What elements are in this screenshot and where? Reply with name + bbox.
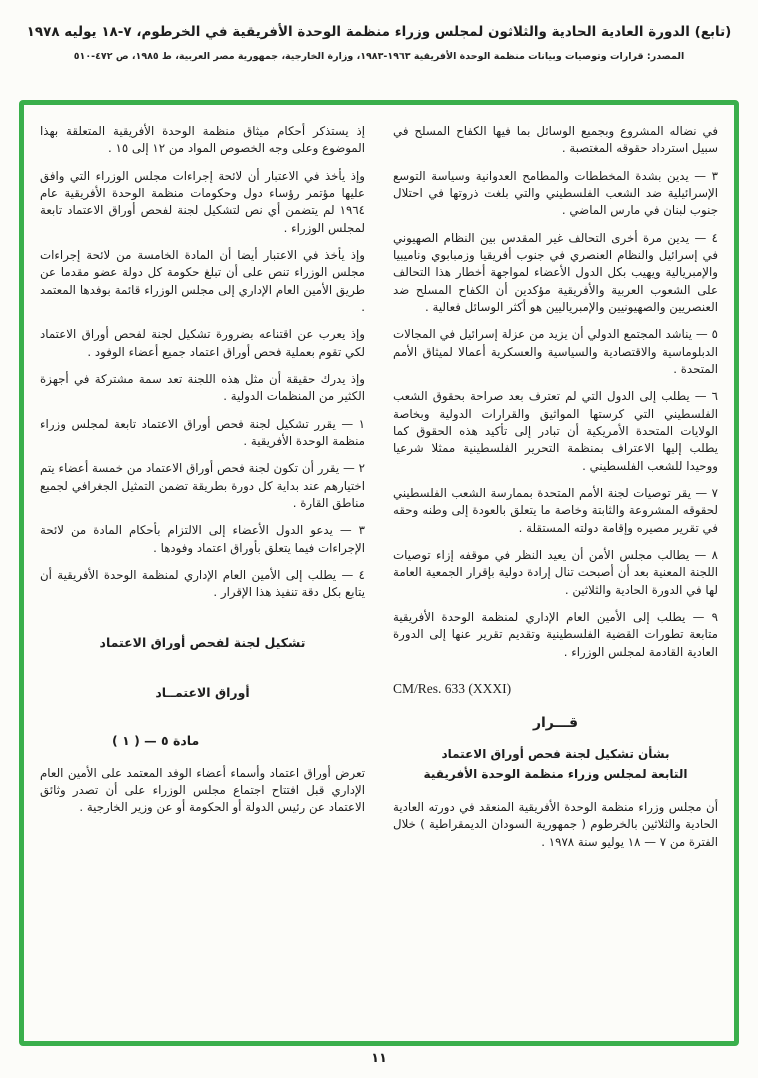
resolution-subtitle-line-1: بشأن تشكيل لجنة فحص أوراق الاعتماد: [441, 747, 670, 762]
resolution-clause-9: ٩ — يطلب إلى الأمين العام الإداري لمنظمة الوحدة الأفريقية متابعة تطورات القضية الفلسطينية وتقديم تقرير عنها إلى الدورة العادية القادمة لمجلس الوزراء .: [393, 609, 718, 659]
continuation-paragraph: في نضاله المشروع وبجميع الوسائل بما فيها الكفاح المسلح في سبيل استرداد حقوقه المغتصبة .: [393, 124, 718, 156]
resolution-preamble: أن مجلس وزراء منظمة الوحدة الأفريقية المنعقد في دورته العادية الحادية والثلاثين بالخرطوم ( جمهورية السودان الديمقراطية ) خلال الفترة من ٧ — ١٨ يوليو سنة ١٩٧٨ .: [393, 799, 718, 849]
header-title: (تابع) الدورة العادية الحادية والثلاثون لمجلس وزراء منظمة الوحدة الأفريقية في الخرطوم، ٧-١٨ يوليه ١٩٧٨: [26, 24, 732, 40]
green-content-frame: [19, 100, 739, 1046]
section-heading-credentials: أوراق الاعتمــاد: [155, 684, 250, 700]
resolution-clause-4: ٤ — يدين مرة أخرى التحالف غير المقدس بين النظام الصهيوني في إسرائيل والنظام العنصري في جنوب أفريقيا وزمبابوي وناميبيا والإمبريالية ويهيب بكل الدول الأعضاء لمواجهة أخطار هذا التحالف على الشعوب العربية والأفريقية مؤكدين أن الكفاح المسلح ضد العنصريين والصهيونيين والإمبرياليين هو أكثر الوسائل فعالية .: [393, 230, 718, 314]
left-column: [40, 123, 365, 1029]
right-column: [393, 123, 718, 1029]
article-heading: مادة ٥ — ( ١ ): [112, 733, 200, 749]
resolution-reference-number: CM/Res. 633 (XXXI): [393, 680, 512, 696]
preamble-considering-1: وإذ يأخذ في الاعتبار أن لائحة إجراءات مجلس الوزراء التي وافق عليها مؤتمر رؤساء دول وحكومات منظمة الوحدة الأفريقية عام ١٩٦٤ لم يتضمن أي نص لتشكيل لجنة لفحص أوراق الاعتماد تابعة لمجلس الوزراء .: [40, 168, 365, 235]
operative-paragraph-3: ٣ — يدعو الدول الأعضاء إلى الالتزام بأحكام المادة من لائحة الإجراءات فيما يتعلق بأوراق اعتماد وفودها .: [40, 523, 365, 555]
resolution-clause-6: ٦ — يطلب إلى الدول التي لم تعترف بعد صراحة بحقوق الشعب الفلسطيني التي كرستها المواثيق والقرارات الدولية وبخاصة الولايات المتحدة الأمريكية أن تبادر إلى تأكيد هذه الحقوق كما يطلب إليها الاعتراف بمنظمة التحرير الفلسطينية ممثلا شرعيا ووحيدا للشعب الفلسطيني .: [393, 389, 718, 473]
resolution-clause-8: ٨ — يطالب مجلس الأمن أن يعيد النظر في موقفه إزاء توصيات اللجنة المعنية بعد أن أصبحت تنال إرادة دولية بإقرار الجمعية العامة لها في الدورة الحادية والثلاثين .: [393, 547, 718, 597]
operative-paragraph-1: ١ — يقرر تشكيل لجنة فحص أوراق الاعتماد تابعة لمجلس وزراء منظمة الوحدة الأفريقية .: [40, 416, 365, 448]
preamble-considering-2: وإذ يأخذ في الاعتبار أيضا أن المادة الخامسة من لائحة إجراءات مجلس الوزراء تنص على أن تبلغ حكومة كل دولة عضو مقدما عن طريق الأمين العام الإداري إلى مجلس الوزراء قائمة بوفدها المعتمد .: [40, 247, 365, 314]
operative-paragraph-4: ٤ — يطلب إلى الأمين العام الإداري لمنظمة الوحدة الأفريقية أن يتابع بكل دقة تنفيذ هذا الإقرار .: [40, 567, 365, 600]
section-heading-committee: تشكيل لجنة لفحص أوراق الاعتماد: [99, 634, 306, 650]
two-column-layout: [40, 123, 718, 1029]
resolution-title: قـــرار: [532, 714, 579, 731]
document-header: [24, 24, 734, 62]
preamble-awareness: وإذ يدرك حقيقة أن مثل هذه اللجنة تعد سمة مشتركة في أجهزة الكثير من المنظمات الدولية .: [40, 371, 365, 404]
header-source-note: المصدر: قرارات وتوصيات وبيانات منظمة الوحدة الأفريقية ١٩٦٣-١٩٨٣، وزارة الخارجية، جمهورية مصر العربية، ط ١٩٨٥، ص ٤٧٢-٥١٠: [73, 51, 685, 62]
resolution-subtitle: [393, 745, 718, 785]
preamble-recalling: إذ يستذكر أحكام ميثاق منظمة الوحدة الأفريقية المتعلقة بهذا الموضوع وعلى وجه الخصوص المواد من ١٢ إلى ١٥ .: [40, 124, 365, 156]
preamble-conviction: وإذ يعرب عن اقتناعه بضرورة تشكيل لجنة لفحص أوراق الاعتماد لكي تقوم بعملية فحص أوراق اعتماد جميع أعضاء الوفود .: [40, 327, 365, 359]
operative-paragraph-2: ٢ — يقرر أن تكون لجنة فحص أوراق الاعتماد من خمسة أعضاء يتم اختيارهم عند بداية كل دورة بطريقة تضمن التمثيل الجغرافي لجميع مناطق القارة .: [40, 461, 365, 510]
resolution-clause-3: ٣ — يدين بشدة المخططات والمطامح العدوانية وسياسة التوسع الإسرائيلية ضد الشعب الفلسطيني والتي بلغت ذروتها في احتلال جنوب لبنان في مارس الماضي .: [393, 168, 718, 218]
resolution-subtitle-line-2: التابعة لمجلس وزراء منظمة الوحدة الأفريقية: [423, 767, 688, 782]
article-text: تعرض أوراق اعتماد وأسماء أعضاء الوفد المعتمد على الأمين العام الإداري قبل افتتاح اجتماع مجلس الوزراء على أن تصدر وثائق الاعتماد عن رئيس الدولة أو الحكومة أو عن وزير الخارجية .: [40, 765, 365, 815]
page-number: ١١: [371, 1051, 387, 1066]
resolution-clause-7: ٧ — يقر توصيات لجنة الأمم المتحدة بممارسة الشعب الفلسطيني لحقوقه المشروعة والثابتة وخاصة ما يتعلق بالعودة إلى وطنه وحقه في تقرير مصيره وإقامة دولته المستقلة .: [393, 485, 718, 535]
resolution-clause-5: ٥ — يناشد المجتمع الدولي أن يزيد من عزلة إسرائيل في المجالات الدبلوماسية والاقتصادية والسياسية والعسكرية أعمالا لميثاق الأمم المتحدة .: [393, 327, 718, 376]
